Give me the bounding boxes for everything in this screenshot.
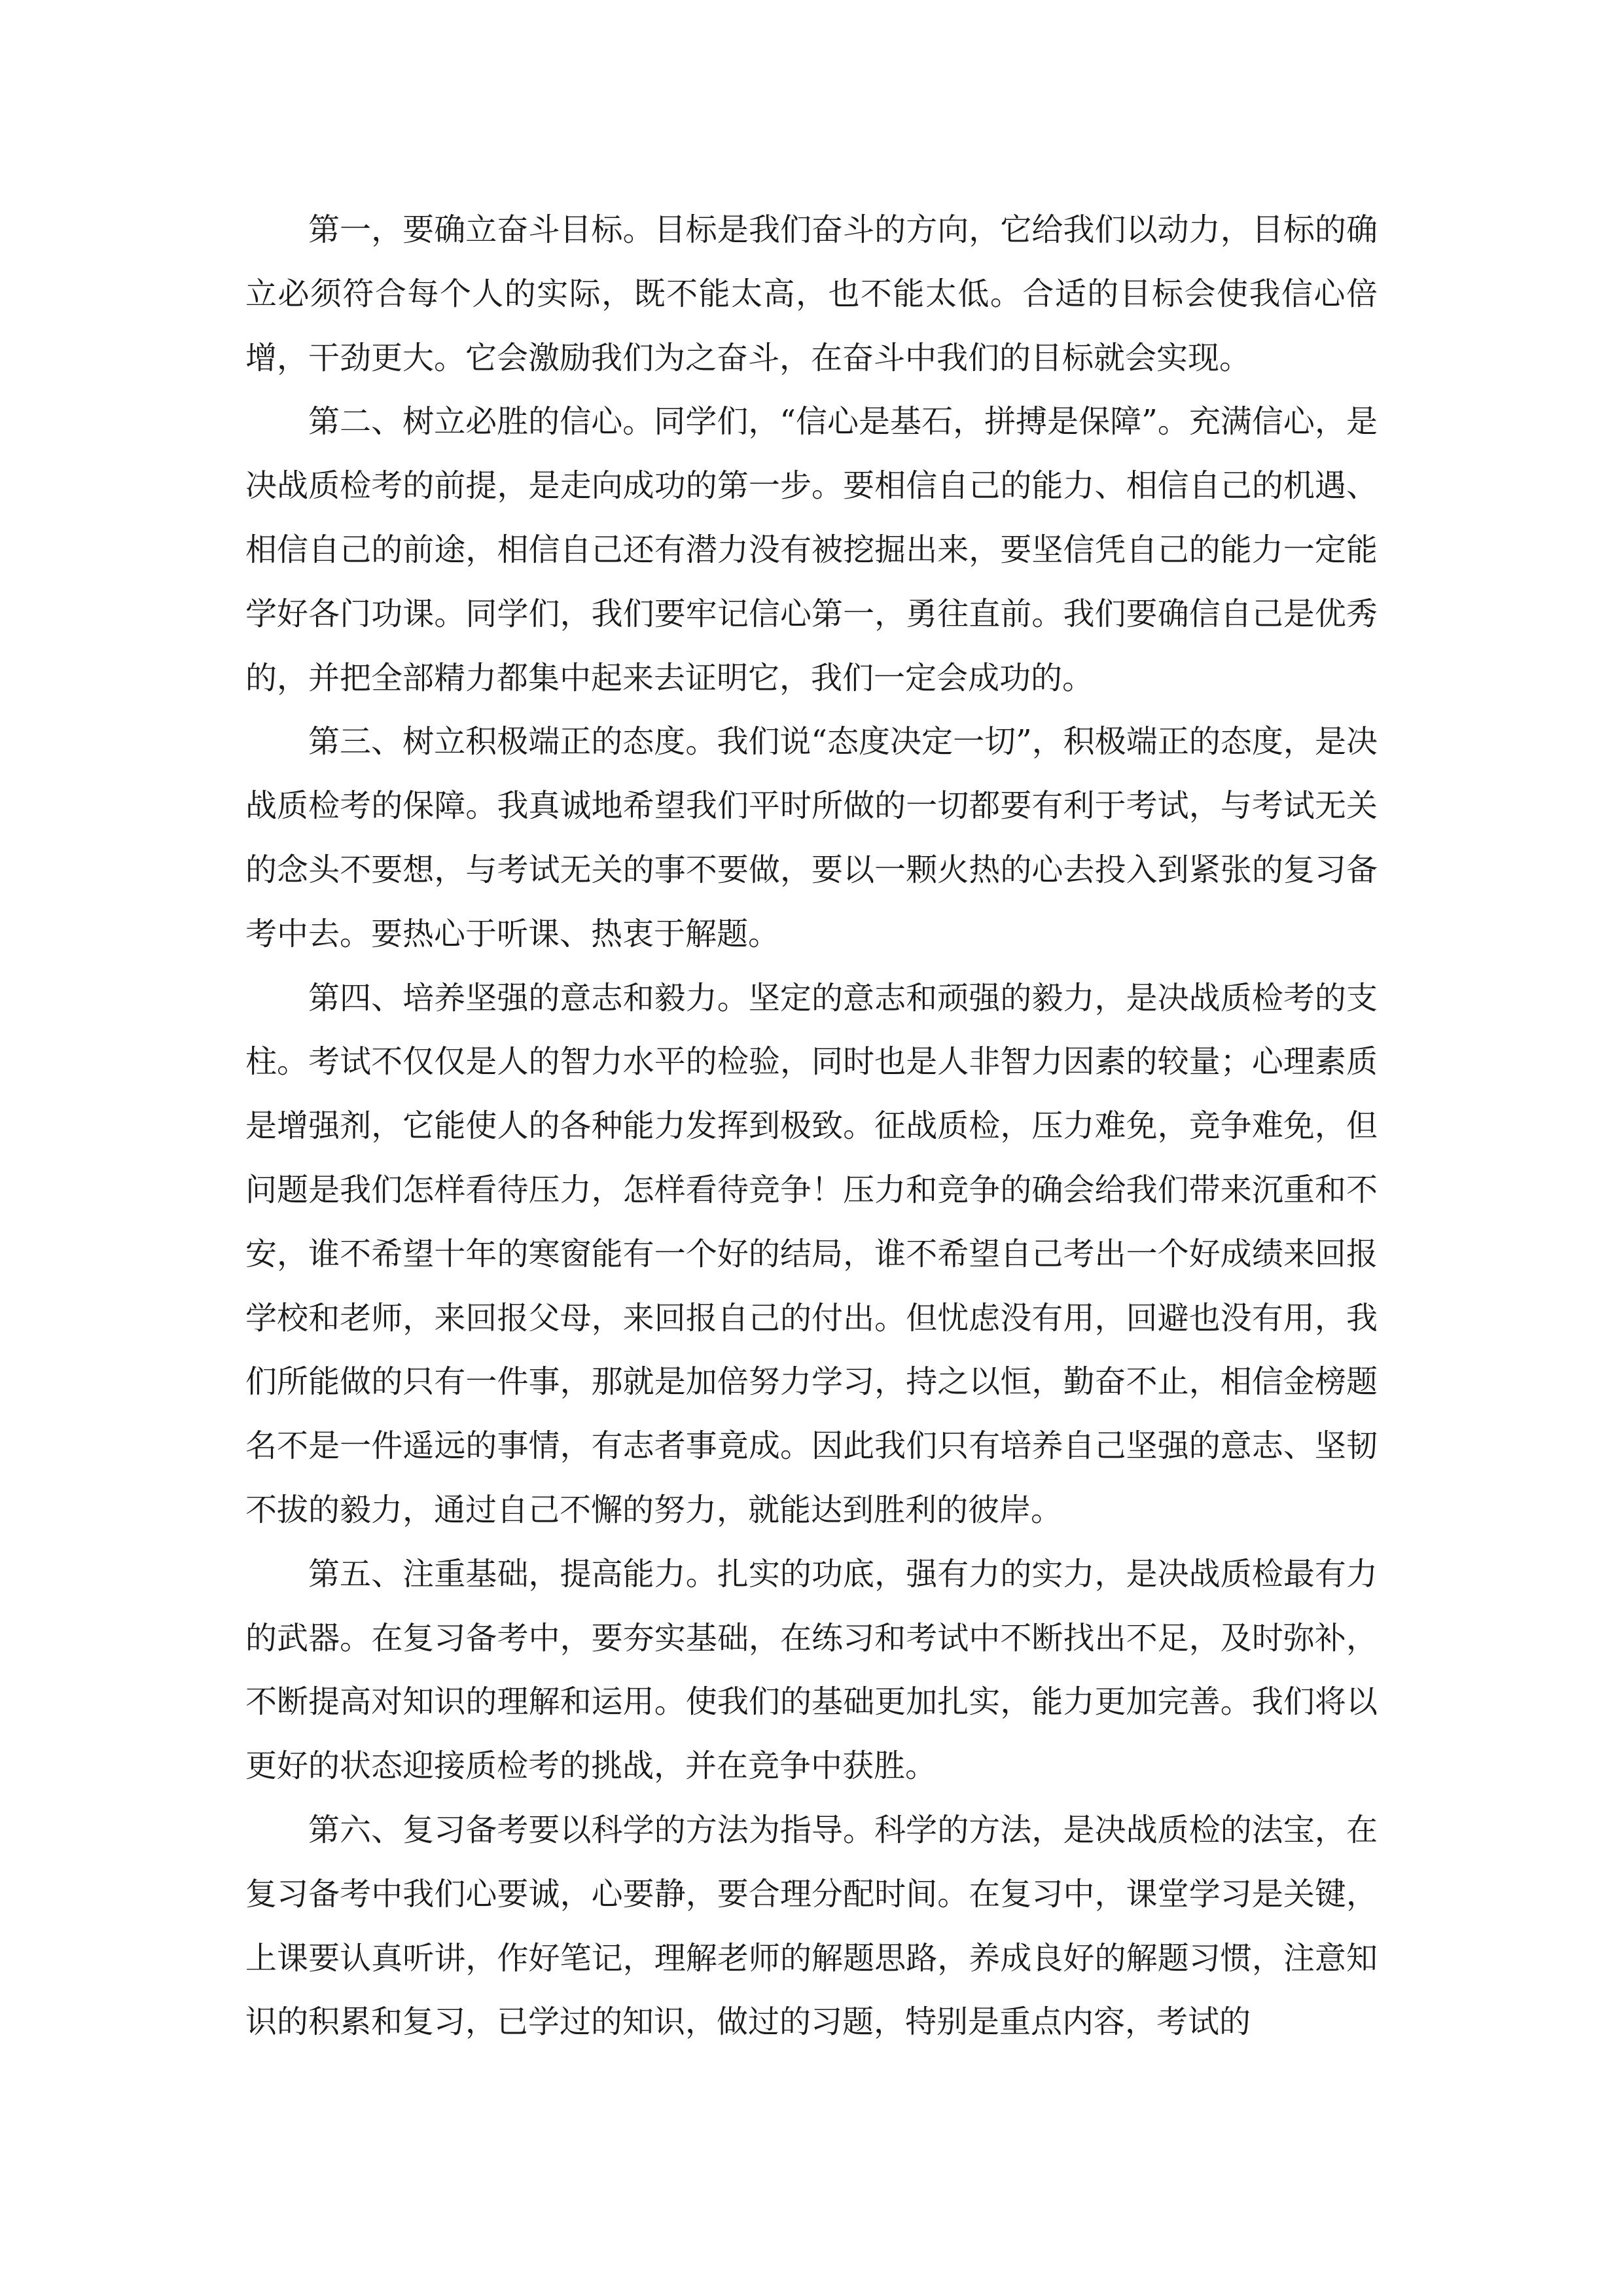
paragraph-attitude: 第三、树立积极端正的态度。我们说“态度决定一切”，积极端正的态度，是决战质检考的保障。我真诚地希望我们平时所做的一切都要有利于考试，与考试无关的念头不要想，与考试无关的事不要做，要以一颗火热的心去投入到紧张的复习备考中去。要热心于听课、热衷于解题。 <box>245 723 1378 952</box>
paragraph-willpower: 第四、培养坚强的意志和毅力。坚定的意志和顽强的毅力，是决战质检考的支柱。考试不仅仅是人的智力水平的检验，同时也是人非智力因素的较量；心理素质是增强剂，它能使人的各种能力发挥到极致。征战质检，压力难免，竞争难免，但问题是我们怎样看待压力，怎样看待竞争！压力和竞争的确会给我们带来沉重和不安，谁不希望十年的寒窗能有一个好的结局，谁不希望自己考出一个好成绩来回报学校和老师，来回报父母，来回报自己的付出。但忧虑没有用，回避也没有用，我们所能做的只有一件事，那就是加倍努力学习，持之以恒，勤奋不止，相信金榜题名不是一件遥远的事情，有志者事竟成。因此我们只有培养自己坚强的意志、坚韧不拔的毅力，通过自己不懈的努力，就能达到胜利的彼岸。 <box>245 979 1378 1528</box>
document-page <box>245 198 1378 2054</box>
paragraph-goal: 第一，要确立奋斗目标。目标是我们奋斗的方向，它给我们以动力，目标的确立必须符合每个人的实际，既不能太高，也不能太低。合适的目标会使我信心倍增，干劲更大。它会激励我们为之奋斗，在奋斗中我们的目标就会实现。 <box>245 211 1378 376</box>
paragraph-confidence: 第二、树立必胜的信心。同学们，“信心是基石，拼搏是保障”。充满信心，是决战质检考的前提，是走向成功的第一步。要相信自己的能力、相信自己的机遇、相信自己的前途，相信自己还有潜力没有被挖掘出来，要坚信凭自己的能力一定能学好各门功课。同学们，我们要牢记信心第一，勇往直前。我们要确信自己是优秀的，并把全部精力都集中起来去证明它，我们一定会成功的。 <box>245 403 1378 696</box>
paragraph-foundation: 第五、注重基础，提高能力。扎实的功底，强有力的实力，是决战质检最有力的武器。在复习备考中，要夯实基础，在练习和考试中不断找出不足，及时弥补，不断提高对知识的理解和运用。使我们的基础更加扎实，能力更加完善。我们将以更好的状态迎接质检考的挑战，并在竞争中获胜。 <box>245 1555 1378 1785</box>
paragraph-method: 第六、复习备考要以科学的方法为指导。科学的方法，是决战质检的法宝，在复习备考中我们心要诚，心要静，要合理分配时间。在复习中，课堂学习是关键，上课要认真听讲，作好笔记，理解老师的解题思路，养成良好的解题习惯，注意知识的积累和复习，已学过的知识，做过的习题，特别是重点内容，考试的 <box>245 1811 1378 2041</box>
